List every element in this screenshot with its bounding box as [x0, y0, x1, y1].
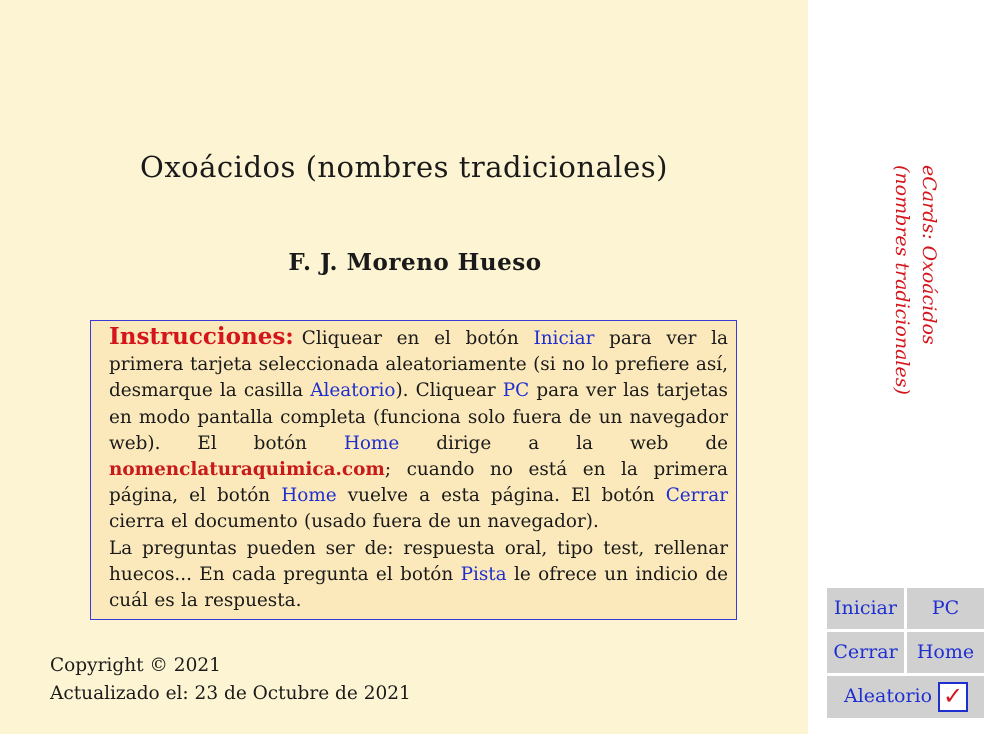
home-link[interactable]: Home	[281, 485, 337, 507]
instructions-text: para ver las tarjetas en modo pantalla completa (funciona solo fuera de un navegador web). El botón	[109, 380, 728, 454]
website-link[interactable]: nomenclaturaquimica.com	[109, 459, 385, 481]
instructions-text: dirige a la web de	[399, 432, 728, 454]
iniciar-link[interactable]: Iniciar	[533, 328, 595, 349]
sidebar-title-line-2: (nombres tradicionales)	[891, 165, 913, 395]
navigation-panel	[827, 588, 984, 718]
instructions-box	[90, 320, 737, 620]
updated-date: Actualizado el: 23 de Octubre de 2021	[50, 683, 411, 704]
home-button[interactable]: Home	[907, 632, 984, 673]
author-name: F. J. Moreno Hueso	[288, 249, 542, 276]
iniciar-button[interactable]: Iniciar	[827, 588, 904, 629]
instructions-heading: Instrucciones:	[109, 323, 294, 350]
instructions-text: La preguntas pueden ser de: respuesta oral, tipo test, rellenar huecos... En cada pregunta el botón	[109, 537, 728, 585]
cerrar-button[interactable]: Cerrar	[827, 632, 904, 673]
pista-link[interactable]: Pista	[460, 563, 507, 585]
copyright-line: Copyright © 2021	[50, 655, 221, 676]
instructions-text: ). Cliquear	[395, 380, 503, 402]
home-link[interactable]: Home	[343, 432, 400, 454]
pc-link[interactable]: PC	[502, 380, 530, 402]
instructions-paragraph-2	[109, 536, 728, 615]
page-title: Oxoácidos (nombres tradicionales)	[140, 150, 668, 184]
instructions-text: cierra el documento (usado fuera de un navegador).	[109, 511, 599, 533]
cerrar-link[interactable]: Cerrar	[665, 485, 728, 507]
instructions-paragraph-1	[109, 324, 728, 536]
aleatorio-link[interactable]: Aleatorio	[310, 380, 396, 402]
aleatorio-checkbox[interactable]: ✓	[938, 682, 968, 712]
aleatorio-toggle[interactable]	[827, 676, 984, 718]
copyright-block	[50, 652, 411, 708]
sidebar-title-line-1: eCards: Oxoácidos	[918, 165, 940, 345]
pc-button[interactable]: PC	[907, 588, 984, 629]
instructions-text: le ofrece un indicio de cuál es la respuesta.	[109, 563, 728, 612]
instructions-text: vuelve a esta página. El botón	[336, 485, 666, 507]
instructions-text: para ver la primera tarjeta seleccionada aleatoriamente (si no lo prefiere así, desmarque la casilla	[109, 328, 728, 402]
sidebar-title	[888, 165, 942, 395]
aleatorio-label: Aleatorio	[844, 685, 933, 707]
instructions-text: Cliquear en el botón	[301, 328, 534, 349]
instructions-text: ; cuando no está en la primera página, el botón	[109, 459, 728, 507]
